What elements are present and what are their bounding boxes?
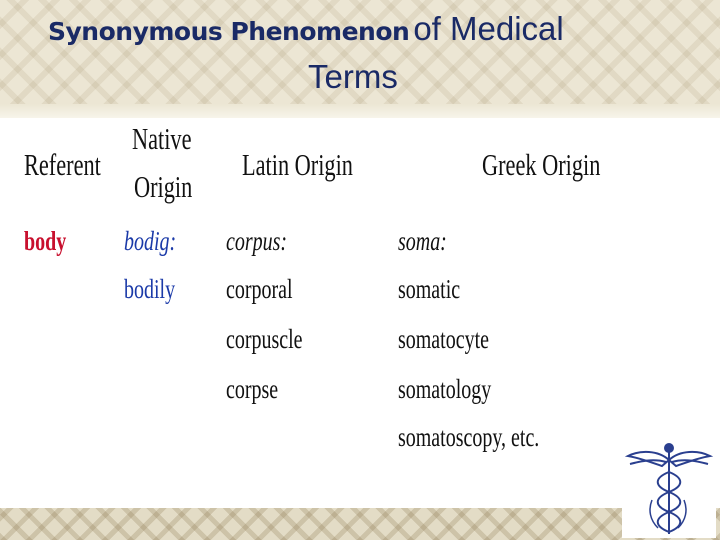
greek-word: somatocyte bbox=[398, 324, 489, 354]
header-referent: Referent bbox=[24, 147, 101, 182]
greek-word: soma: bbox=[398, 226, 447, 256]
title-line-2: Terms bbox=[308, 58, 398, 95]
title-bold-part: Synonymous Phenomenon bbox=[48, 17, 410, 46]
latin-word: corpuscle bbox=[226, 324, 303, 354]
latin-word: corpus: bbox=[226, 226, 288, 256]
greek-word: somatology bbox=[398, 374, 492, 404]
native-word: bodily bbox=[124, 274, 176, 304]
header-native-line1: Native bbox=[132, 121, 192, 156]
greek-word: somatic bbox=[398, 274, 461, 304]
latin-word: corpse bbox=[226, 374, 279, 404]
referent-body: body bbox=[24, 226, 67, 256]
header-latin-origin: Latin Origin bbox=[242, 147, 353, 182]
header-native-line2: Origin bbox=[134, 169, 193, 204]
greek-word: somatoscopy, etc. bbox=[398, 422, 540, 452]
latin-word: corporal bbox=[226, 274, 293, 304]
header-greek-origin: Greek Origin bbox=[482, 147, 601, 182]
caduceus-icon bbox=[622, 440, 716, 538]
decorative-border-bottom bbox=[0, 508, 720, 540]
title-regular-part: of Medical bbox=[413, 10, 564, 47]
native-word: bodig: bbox=[124, 226, 177, 256]
synonyms-table bbox=[0, 118, 720, 508]
title-line-1 bbox=[48, 10, 564, 48]
